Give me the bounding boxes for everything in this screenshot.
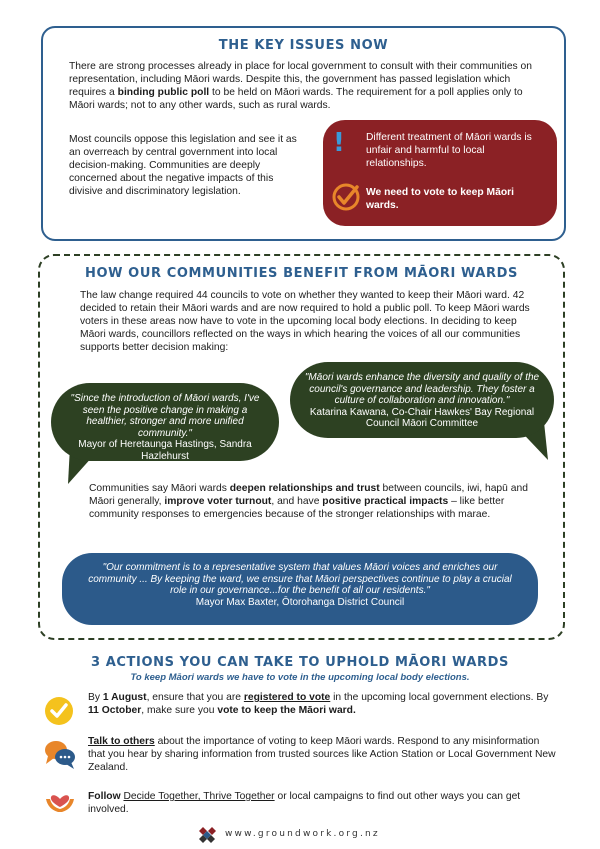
action-text: about the importance of voting to keep Māori wards. Respond to any misinformation that you hear by sharing information from trusted sources like Action Station or Local Government New Zealand.: [88, 736, 556, 773]
heart-hands-icon: [44, 785, 76, 815]
footer-url[interactable]: www.groundwork.org.nz: [225, 829, 380, 839]
check-circle-icon: [44, 696, 74, 726]
action-text: in the upcoming local government elections. By: [330, 692, 549, 703]
benefits-paragraph: [89, 482, 529, 521]
benefits-intro: The law change required 44 councils to vote on whether they wanted to keep their Māori ward. 42 decided to retain their Māori wards and are now required to hold a public poll. To keep Māori wards voters in these areas now have to vote in the upcoming local body elections. In deciding to keep Māori wards, councillors reflected on the ways in which hearing the voices of all our communities supports better decision making:: [80, 290, 530, 353]
quote-box-otorohanga: [62, 553, 538, 625]
action-bold: vote to keep the Māori ward.: [217, 705, 356, 716]
action-text: , ensure that you are: [146, 692, 244, 703]
quote-text: "Māori wards enhance the diversity and quality of the council's governance and leadership. They foster a culture of collaboration and innovation.": [304, 372, 540, 406]
key-issues-intro: [69, 60, 539, 112]
registered-to-vote-link[interactable]: registered to vote: [243, 692, 331, 703]
quote-attribution: Mayor Max Baxter, Ōtorohanga District Council: [195, 596, 405, 608]
decide-together-link[interactable]: Decide Together, Thrive Together: [123, 791, 275, 802]
action-talk-to-others: [88, 735, 558, 774]
quote-attribution: Mayor of Heretaunga Hastings, Sandra Hazlehurst: [78, 439, 252, 462]
para-text: , and have: [271, 496, 323, 507]
action-text: or local campaigns to find out other ways you can get involved.: [88, 791, 521, 815]
para-bold: improve voter turnout: [164, 496, 272, 507]
para-text: between councils, iwi, hapū and Māori generally,: [89, 483, 528, 507]
speech-bubbles-icon: [44, 738, 76, 770]
action-bold: 11 October: [88, 705, 142, 716]
actions-subtitle: To keep Māori wards we have to vote in the upcoming local body elections.: [130, 672, 470, 683]
callout-text: Different treatment of Māori wards is unfair and harmful to local relationships.: [366, 132, 532, 169]
quote-bubble-hawkes-bay: [290, 362, 554, 438]
para-bold: positive practical impacts: [322, 496, 449, 507]
quote-text: "Since the introduction of Māori wards, I've seen the positive change in making a healthier, stronger and more unified community.": [70, 393, 260, 439]
quote-text: "Our commitment is to a representative system that values Māori voices and enriches our community ... By keeping the ward, we ensure that Māori perspectives continue to play a crucial role in our governance...for the benefit of all our residents.": [88, 562, 512, 596]
action-follow-campaigns: [88, 790, 558, 816]
actions-heading: 3 ACTIONS YOU CAN TAKE TO UPHOLD MĀORI WARDS: [90, 655, 510, 670]
key-issues-heading: THE KEY ISSUES NOW: [218, 38, 389, 53]
talk-to-others-link[interactable]: Talk to others: [88, 736, 155, 747]
quote-bubble-hastings: [51, 383, 279, 461]
key-issues-panel: [41, 26, 566, 241]
para-text: Communities say Māori wards: [89, 483, 230, 494]
groundwork-logo-icon: [197, 825, 219, 843]
check-circle-icon: [331, 182, 361, 212]
vote-callout: [323, 120, 557, 226]
callout-bold-text: We need to vote to keep Māori wards.: [366, 187, 514, 211]
quote-attribution: Katarina Kawana, Co-Chair Hawkes' Bay Regional Council Māori Committee: [309, 406, 535, 429]
action-bold: Follow: [88, 791, 121, 802]
action-text: By: [88, 692, 103, 703]
intro-text-b: to be held on Māori wards. The requirement for a poll applies only to Māori wards; not to any other wards, such as rural wards.: [69, 87, 523, 111]
action-text: , make sure you: [141, 705, 218, 716]
exclamation-icon: !: [333, 128, 345, 158]
intro-bold: binding public poll: [117, 87, 210, 98]
benefits-heading: HOW OUR COMMUNITIES BENEFIT FROM MĀORI WARDS: [84, 266, 519, 281]
para-bold: deepen relationships and trust: [229, 483, 380, 494]
key-issues-left-text: Most councils oppose this legislation and see it as an overreach by central government into local decision-making. Communities are deeply concerned about the negative impacts of this divisive and discriminatory legislation.: [69, 134, 297, 197]
action-bold: 1 August: [102, 692, 147, 703]
intro-text-a: There are strong processes already in place for local government to consult with their communities on representation, including Māori wards. Despite this, the government has passed legislation which requires a: [69, 61, 533, 98]
para-text: – like better community responses to emergencies because of the stronger relationships with marae.: [89, 496, 505, 520]
action-register-vote: [88, 691, 558, 717]
benefits-panel: [38, 254, 565, 640]
